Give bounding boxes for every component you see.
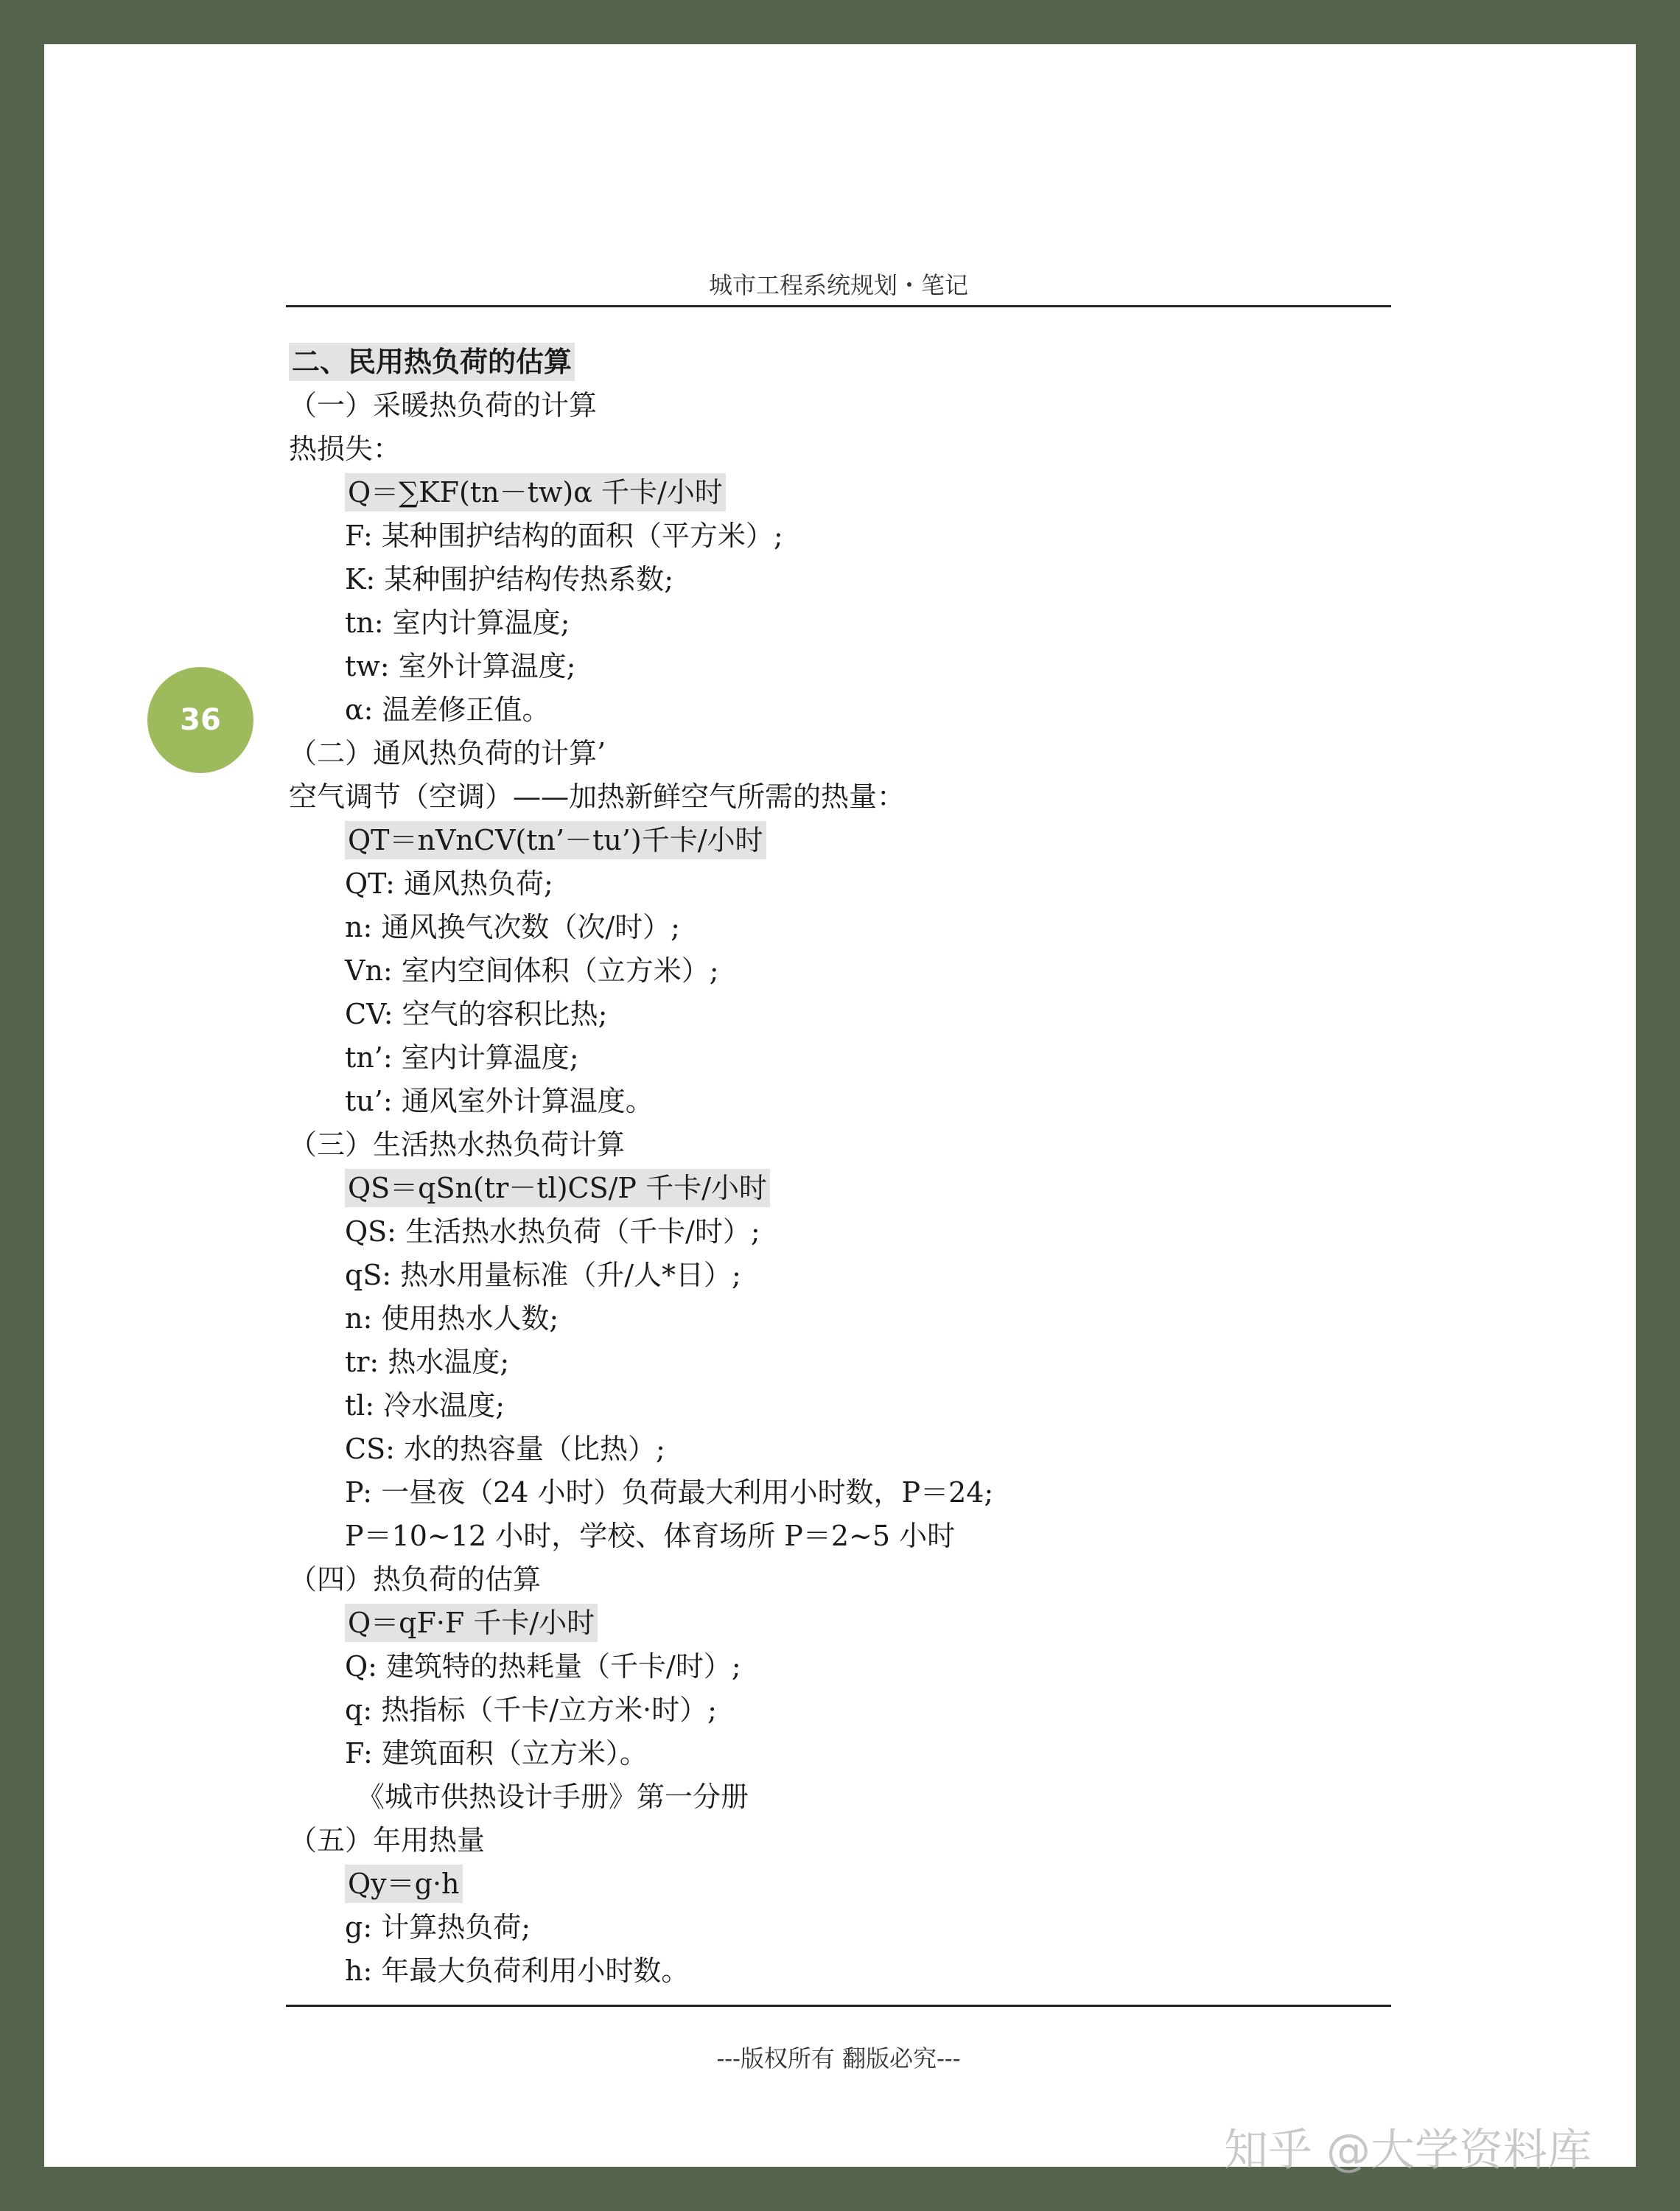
definition-line: CS: 水的热容量（比热）;: [345, 1433, 665, 1465]
subsection-heading: （三）生活热水热负荷计算: [289, 1128, 626, 1161]
subsection-heading: （二）通风热负荷的计算’: [289, 737, 606, 769]
formula: Qy＝g·h: [345, 1865, 463, 1903]
definition-line: tw: 室外计算温度;: [345, 650, 576, 682]
formula: QS＝qSn(tr－tl)CS/P 千卡/小时: [345, 1169, 770, 1207]
definition-line: α: 温差修正值。: [345, 694, 550, 726]
page-number-badge: 36: [147, 667, 253, 773]
subsection-heading: （一）采暖热负荷的计算: [289, 389, 598, 422]
watermark-text: 知乎 @大学资料库: [1223, 2125, 1592, 2176]
definition-line: Q: 建筑特的热耗量（千卡/时）;: [345, 1650, 741, 1683]
definition-line: F: 建筑面积（立方米）。: [345, 1737, 648, 1770]
definition-line: CV: 空气的容积比热;: [345, 998, 608, 1030]
definition-line: P＝10~12 小时，学校、体育场所 P＝2~5 小时: [345, 1520, 956, 1552]
text-line: 空气调节（空调）——加热新鲜空气所需的热量：: [289, 780, 906, 813]
definition-line: tl: 冷水温度;: [345, 1389, 505, 1422]
definition-line: g: 计算热负荷;: [345, 1911, 531, 1943]
definition-line: Vn: 室内空间体积（立方米）;: [345, 954, 719, 987]
section-heading: 二、民用热负荷的估算: [289, 343, 575, 381]
definition-line: tr: 热水温度;: [345, 1346, 510, 1378]
subsection-heading: （五）年用热量: [289, 1824, 486, 1857]
definition-line: K: 某种围护结构传热系数;: [345, 563, 674, 595]
definition-line: q: 热指标（千卡/立方米·时）;: [345, 1694, 717, 1726]
definition-line: tn’: 室内计算温度;: [345, 1041, 579, 1074]
formula: QT＝nVnCV(tn’－tu’)千卡/小时: [345, 821, 766, 859]
definition-line: tn: 室内计算温度;: [345, 607, 570, 639]
subsection-heading: （四）热负荷的估算: [289, 1563, 542, 1596]
formula: Q＝qF·F 千卡/小时: [345, 1604, 598, 1642]
definition-line: P: 一昼夜（24 小时）负荷最大利用小时数，P＝24;: [345, 1476, 994, 1509]
footer-rule: [286, 2005, 1391, 2007]
reference-line: 《城市供热设计手册》第一分册: [357, 1781, 749, 1813]
document-page: [44, 44, 1636, 2167]
definition-line: h: 年最大负荷利用小时数。: [345, 1955, 690, 1987]
text-line: 热损失：: [289, 433, 402, 465]
definition-line: F: 某种围护结构的面积（平方米）;: [345, 520, 783, 552]
definition-line: qS: 热水用量标准（升/人*日）;: [345, 1259, 741, 1291]
header-rule: [286, 305, 1391, 307]
definition-line: QT: 通风热负荷;: [345, 867, 553, 900]
definition-line: tu’: 通风室外计算温度。: [345, 1085, 654, 1117]
definition-line: n: 通风换气次数（次/时）;: [345, 911, 680, 943]
definition-line: n: 使用热水人数;: [345, 1302, 559, 1335]
formula: Q＝∑KF(tn－tw)α 千卡/小时: [345, 473, 726, 511]
definition-line: QS: 生活热水热负荷（千卡/时）;: [345, 1215, 760, 1248]
running-header: 城市工程系统规划・笔记: [708, 271, 968, 299]
footer-text: ---版权所有 翻版必究---: [716, 2044, 961, 2072]
